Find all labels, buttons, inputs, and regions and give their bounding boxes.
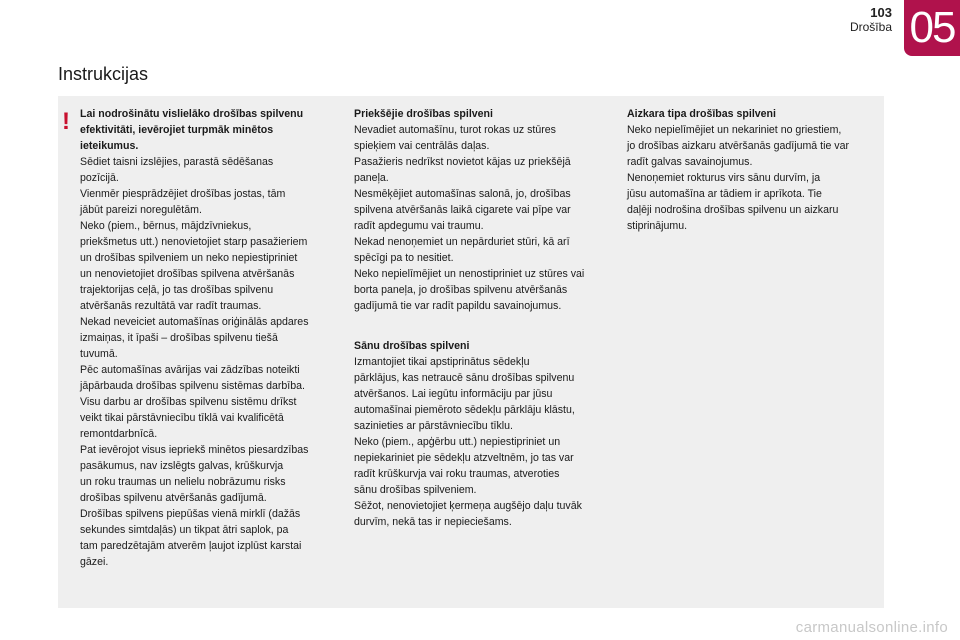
text-line: jāpārbauda drošības spilvenu sistēmas darbība. <box>80 380 305 392</box>
text-line: tam paredzētajām atverēm ļaujot izplūst karstai <box>80 540 302 552</box>
text-line: radīt apdegumu vai traumu. <box>354 220 484 232</box>
text-line: un nenovietojiet drošības spilvena atvēršanās <box>80 268 295 280</box>
general-advice-body <box>80 154 348 570</box>
text-line: jūsu automašīna ar tādiem ir aprīkota. Tie <box>627 188 822 200</box>
text-line: Nesmēķējiet automašīnas salonā, jo, drošības <box>354 188 571 200</box>
column-curtain-airbags <box>627 106 877 234</box>
chapter-tab[interactable]: 05 <box>904 0 960 56</box>
side-airbags-body <box>354 354 608 530</box>
text-line: stiprinājumu. <box>627 220 688 232</box>
text-line: Neko (piem., bērnus, mājdzīvniekus, <box>80 220 252 232</box>
page-number: 103 <box>870 5 892 20</box>
exclamation-icon: ! <box>62 108 70 135</box>
section-spacer <box>354 314 608 338</box>
front-airbags-heading: Priekšējie drošības spilveni <box>354 108 493 120</box>
text-line: daļēji nodrošina drošības spilvenu un aizkaru <box>627 204 839 216</box>
text-line: priekšmetus utt.) nenovietojiet starp pasažieriem <box>80 236 308 248</box>
text-line: Visu darbu ar drošības spilvenu sistēmu drīkst <box>80 396 297 408</box>
text-line: jo drošības aizkaru atvēršanās gadījumā tie var <box>627 140 849 152</box>
text-line: pozīcijā. <box>80 172 119 184</box>
text-line: Nekad nenoņemiet un nepārduriet stūri, kā arī <box>354 236 570 248</box>
text-line: trajektorijas ceļā, jo tas drošības spilvenu <box>80 284 274 296</box>
text-line: automašīnai piemēroto sēdekļu pārklāju klāstu, <box>354 404 575 416</box>
chapter-name: Drošība <box>849 20 892 34</box>
text-line: gadījumā tie var radīt papildu savainojumus. <box>354 300 562 312</box>
heading-line: efektivitāti, ievērojiet turpmāk minētos <box>80 124 274 136</box>
text-line: Pēc automašīnas avārijas vai zādzības noteikti <box>80 364 300 376</box>
text-line: izmaiņas, it īpaši – drošības spilvenu tiešā <box>80 332 278 344</box>
heading-line: Lai nodrošinātu vislielāko drošības spilvenu <box>80 108 304 120</box>
text-line: pasākumus, nav izslēgts galvas, krūškurvja <box>80 460 284 472</box>
text-line: Nekad neveiciet automašīnas oriģinālās apdares <box>80 316 309 328</box>
text-line: nepiekariniet pie sēdekļu atzveltnēm, jo tas var <box>354 452 574 464</box>
text-line: borta paneļa, jo drošības spilvenu atvēršanās <box>354 284 568 296</box>
text-line: Vienmēr piesprādzējiet drošības jostas, tām <box>80 188 286 200</box>
text-line: Pasažieris nedrīkst novietot kājas uz priekšējā <box>354 156 571 168</box>
text-line: Pat ievērojot visus iepriekš minētos piesardzības <box>80 444 309 456</box>
column-front-and-side-airbags <box>354 106 608 530</box>
text-line: sazinieties ar pārstāvniecību tīklu. <box>354 420 513 432</box>
text-line: gāzei. <box>80 556 109 568</box>
heading-line: ieteikumus. <box>80 140 139 152</box>
text-line: paneļa. <box>354 172 389 184</box>
text-line: Izmantojiet tikai apstiprinātus sēdekļu <box>354 356 530 368</box>
text-line: veikt tikai pārstāvniecību tīklā vai kvalificētā <box>80 412 284 424</box>
curtain-airbags-body <box>627 122 877 234</box>
watermark: carmanualsonline.info <box>795 619 948 636</box>
text-line: Nenoņemiet rokturus virs sānu durvīm, ja <box>627 172 821 184</box>
text-line: spēcīgi pa to nesitiet. <box>354 252 454 264</box>
text-line: sānu drošības spilveniem. <box>354 484 477 496</box>
text-line: drošības spilvenu atvēršanās gadījumā. <box>80 492 267 504</box>
text-line: Neko nepielīmējiet un nenostipriniet uz stūres vai <box>354 268 585 280</box>
text-line: spilvena atvēršanās laikā cigarete vai pīpe var <box>354 204 571 216</box>
side-airbags-heading: Sānu drošības spilveni <box>354 340 470 352</box>
front-airbags-body <box>354 122 608 314</box>
text-line: un roku traumas un nelielu nobrāzumu risks <box>80 476 286 488</box>
general-advice-heading <box>80 106 348 154</box>
text-line: Neko (piem., apģērbu utt.) nepiestipriniet un <box>354 436 561 448</box>
text-line: radīt krūškurvja vai roku traumas, atveroties <box>354 468 560 480</box>
text-line: tuvumā. <box>80 348 118 360</box>
text-line: un drošības spilveniem un neko nepiestipriniet <box>80 252 298 264</box>
text-line: Neko nepielīmējiet un nekariniet no griestiem, <box>627 124 842 136</box>
text-line: sekundes simtdaļās) un tikpat ātri saplok, pa <box>80 524 289 536</box>
text-line: jābūt pareizi noregulētām. <box>80 204 202 216</box>
text-line: pārklājus, kas netraucē sānu drošības spilvenu <box>354 372 575 384</box>
section-title: Instrukcijas <box>58 64 149 84</box>
text-line: spieķiem vai centrālās daļas. <box>354 140 490 152</box>
curtain-airbags-heading: Aizkara tipa drošības spilveni <box>627 108 776 120</box>
text-line: Sēžot, nenovietojiet ķermeņa augšējo daļu tuvāk <box>354 500 582 512</box>
text-line: atvēršanās rezultātā var radīt traumas. <box>80 300 262 312</box>
text-line: durvīm, nekā tas ir nepieciešams. <box>354 516 512 528</box>
text-line: radīt galvas savainojumus. <box>627 156 753 168</box>
text-line: Drošības spilvens piepūšas vienā mirklī (dažās <box>80 508 301 520</box>
text-line: atvēršanos. Lai iegūtu informāciju par jūsu <box>354 388 553 400</box>
instructions-panel <box>58 96 884 608</box>
column-general-advice <box>80 106 348 570</box>
text-line: remontdarbnīcā. <box>80 428 158 440</box>
text-line: Nevadiet automašīnu, turot rokas uz stūres <box>354 124 556 136</box>
text-line: Sēdiet taisni izslējies, parastā sēdēšanas <box>80 156 274 168</box>
